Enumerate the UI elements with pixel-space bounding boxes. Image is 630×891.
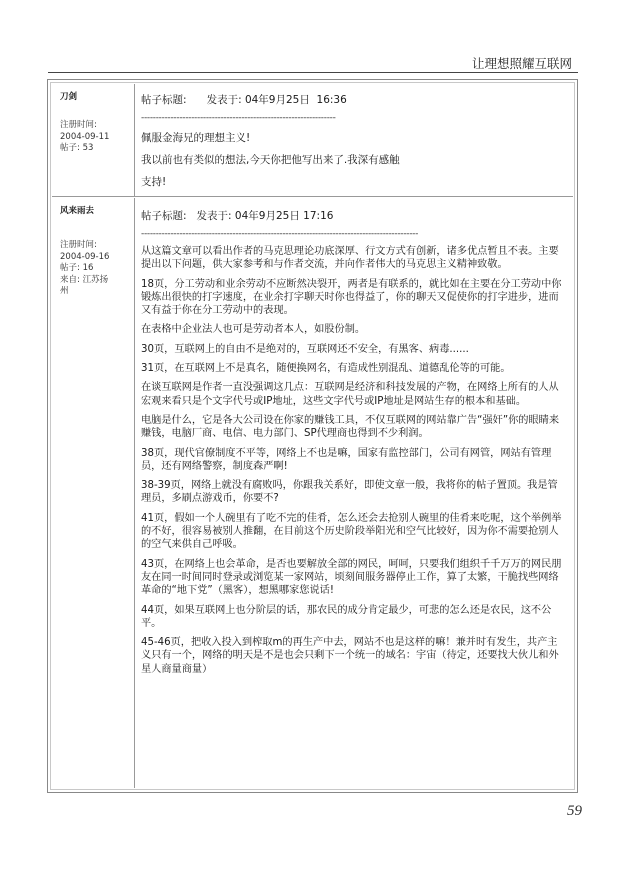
- post-content: [139, 198, 569, 788]
- page-number: 59: [567, 803, 582, 819]
- post-paragraph: 38-39页，网络上就没有腐败吗，你跟我关系好，即使文章一般，我将你的帖子置顶。我是管理员，多刷点游戏币，你要不?: [141, 480, 558, 505]
- author-meta-line: 帖子: 53: [60, 143, 94, 153]
- author-meta-line: 注册时间:: [60, 240, 97, 250]
- running-header-title: 让理想照耀互联网: [471, 56, 572, 71]
- header-divider: [48, 72, 578, 73]
- forum-post: [52, 198, 573, 788]
- author-panel: [52, 198, 135, 788]
- author-meta-line: 州: [60, 286, 69, 296]
- forum-thread-table: [47, 79, 578, 793]
- author-meta-line: 帖子: 16: [60, 263, 94, 273]
- post-paragraph: 43页，在网络上也会革命，是否也要解放全部的网民，呵呵，只要我们组织千千万万的网民朋友在同一时间同时登录或浏览某一家网站，顷刻间服务器停止工作，算了太繁，干脆找些网络革命的“地下党”（黑客），想黑哪家您说话!: [141, 558, 562, 597]
- post-paragraph: 45-46页，把收入投入到榨取m的再生产中去，网站不也是这样的嘛！兼并时有发生，共产主义只有一个，网络的明天是不是也会只剩下一个统一的域名：宇宙（待定，还要找大伙儿和外星人商量商量）: [141, 637, 559, 675]
- author-meta-line: 2004-09-16: [60, 251, 110, 262]
- post-paragraph: 31页，在互联网上不是真名，随便换网名，有造成性别混乱、道德乱伦等的可能。: [141, 363, 511, 375]
- author-meta-line: 2004-09-11: [60, 131, 110, 142]
- post-divider: ----------------------------------------------------------------------------------------------: [141, 229, 419, 239]
- author-name[interactable]: 刀剑: [60, 92, 78, 102]
- author-meta-line: 注册时间:: [60, 120, 97, 130]
- post-paragraph: 支持!: [141, 176, 167, 188]
- author-meta-line: 来自: 江苏扬: [60, 274, 109, 285]
- post-paragraph: 电脑是什么，它是各大公司设在你家的赚钱工具，不仅互联网的网站靠广告“强奸”你的眼睛来赚钱，电脑厂商、电信、电力部门、SP代理商也得到不少利润。: [141, 414, 560, 440]
- post-subject-line: 帖子标题: 发表于: 04年9月25日 17:16: [141, 210, 334, 222]
- post-paragraph: 在表格中企业法人也可是劳动者本人，如股份制。: [141, 324, 366, 336]
- post-paragraph: 我以前也有类似的想法,今天你把他写出来了.我深有感触: [141, 154, 400, 166]
- author-name[interactable]: 风来雨去: [60, 206, 95, 216]
- post-paragraph: 在谈互联网是作者一直没强调这几点：互联网是经济和科技发展的产物，在网络上所有的人从宏观来看只是个文字代号或IP地址，这些文字代号或IP地址是网站生存的根本和基础。: [141, 382, 559, 407]
- post-paragraph: 44页，如果互联网上也分阶层的话，那农民的成分肯定最少，可悲的怎么还是农民，这不公平。: [141, 604, 552, 629]
- author-panel: [52, 84, 135, 196]
- post-paragraph: 38页，现代官僚制度不平等，网络上不也是嘛，国家有监控部门，公司有网管，网站有管理员，还有网络警察，制度森严啊!: [141, 447, 552, 472]
- post-paragraph: 41页，假如一个人碗里有了吃不完的佳肴，怎么还会去抢别人碗里的佳肴来吃呢，这个举例举的不好，很容易被别人推翻，在目前这个历史阶段举阳光和空气比较好，因为你不需要抢别人的空气来供自己呼吸。: [141, 512, 562, 551]
- post-paragraph: 30页，互联网上的自由不是绝对的，互联网还不安全，有黑客、病毒......: [141, 343, 469, 355]
- post-divider: ------------------------------------------------------------------: [141, 113, 336, 123]
- post-subject-line: 帖子标题: 发表于: 04年9月25日 16:36: [141, 94, 347, 106]
- post-paragraph: 从这篇文章可以看出作者的马克思理论功底深厚、行文方式有创新，诸多优点暂且不表。主要提出以下问题，供大家参考和与作者交流，并向作者伟大的马克思主义精神致敬。: [141, 246, 559, 271]
- forum-post: [52, 84, 573, 197]
- post-paragraph: 18页，分工劳动和业余劳动不应断然决裂开，两者是有联系的，就比如在主要在分工劳动中你锻炼出很快的打字速度，在业余打字聊天时你也得益了，你的聊天又促使你的打字进步，进而又有益于你在分工劳动中的表现。: [141, 278, 562, 317]
- post-content: [139, 84, 569, 196]
- post-paragraph: 佩服金海兄的理想主义!: [141, 132, 251, 144]
